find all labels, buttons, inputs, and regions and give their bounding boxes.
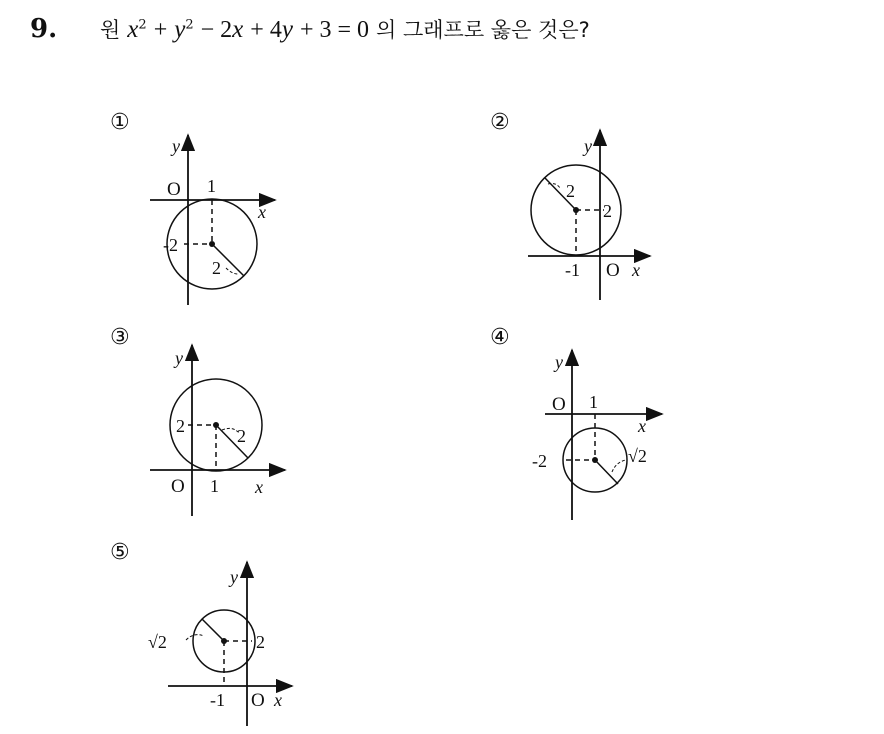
radius-label: √2 <box>148 632 167 652</box>
option-2-graph[interactable] <box>528 130 650 300</box>
origin-label: O <box>606 260 620 281</box>
y-axis-label: y <box>555 352 563 372</box>
option-2-label[interactable]: ② <box>490 110 510 135</box>
tick-label: 1 <box>589 392 598 412</box>
center-point <box>221 638 227 644</box>
tick-label: -2 <box>532 451 547 471</box>
y-axis-label: y <box>230 567 238 587</box>
y-axis-label: y <box>175 348 183 368</box>
center-point <box>213 422 219 428</box>
origin-label: O <box>251 690 265 711</box>
y-axis-label: y <box>584 136 592 156</box>
option-3-label[interactable]: ③ <box>110 325 130 350</box>
radius-label: 2 <box>212 258 221 278</box>
radius-marker <box>186 635 204 640</box>
x-axis-label: x <box>632 260 640 280</box>
tick-label: 2 <box>603 201 612 221</box>
option-1-graph[interactable] <box>150 135 275 305</box>
origin-label: O <box>167 179 181 200</box>
center-point <box>573 207 579 213</box>
radius-line <box>202 619 224 641</box>
radius-marker <box>222 428 238 432</box>
eq-y: y <box>174 16 186 43</box>
question-number: 9. <box>30 14 58 44</box>
y-axis-label: y <box>172 136 180 156</box>
tick-label: 2 <box>176 416 185 436</box>
option-4-graph[interactable] <box>532 350 662 520</box>
origin-label: O <box>552 394 566 415</box>
question-text: 원 $x^2 + y^2 - 2x + 4y + 3 = 0$ 의 그래프로 옳은 것은? <box>100 16 590 43</box>
question-prefix: 원 <box>100 18 121 42</box>
x-axis-label: x <box>638 416 646 436</box>
radius-line <box>595 460 618 484</box>
radius-label: √2 <box>628 446 647 466</box>
option-3-graph[interactable] <box>150 345 285 516</box>
option-1-label[interactable]: ① <box>110 110 130 135</box>
tick-label: -1 <box>210 690 225 710</box>
x-axis-label: x <box>255 477 263 497</box>
tick-label: 1 <box>210 476 219 496</box>
eq-x: x <box>127 16 139 43</box>
x-axis-label: x <box>258 202 266 222</box>
question-suffix: 의 그래프로 옳은 것은? <box>376 18 590 42</box>
tick-label: -1 <box>565 260 580 280</box>
option-5-graph[interactable] <box>148 562 292 726</box>
tick-label: -2 <box>163 235 178 255</box>
tick-label: 1 <box>207 176 216 196</box>
tick-label: 2 <box>256 632 265 652</box>
center-point <box>592 457 598 463</box>
radius-label: 2 <box>237 426 246 446</box>
option-5-label[interactable]: ⑤ <box>110 540 130 565</box>
option-4-label[interactable]: ④ <box>490 325 510 350</box>
x-axis-label: x <box>274 690 282 710</box>
radius-label: 2 <box>566 181 575 201</box>
origin-label: O <box>171 476 185 497</box>
center-point <box>209 241 215 247</box>
radius-marker <box>612 460 626 472</box>
